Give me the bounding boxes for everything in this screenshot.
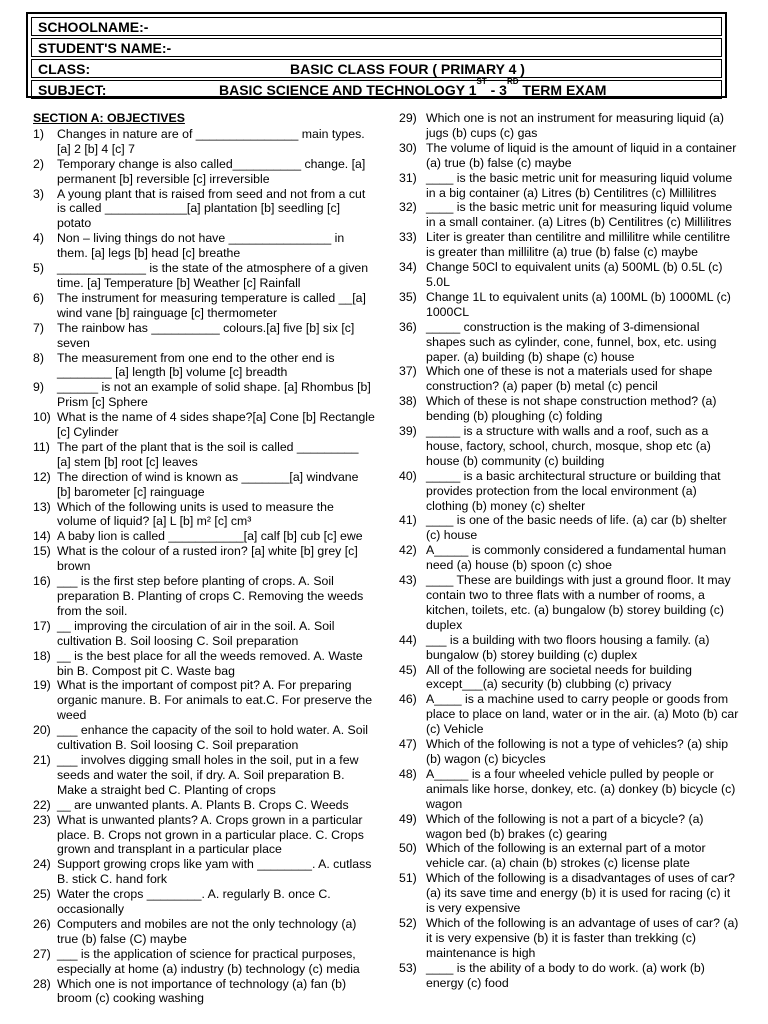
- question-item: [399, 871, 739, 916]
- question-number: 31): [399, 170, 417, 185]
- class-row: [31, 59, 722, 78]
- question-number: 45): [399, 662, 417, 677]
- student-name-row: [31, 38, 722, 57]
- question-item: [399, 692, 739, 737]
- question-text: Which of the following is an external part of a motor vehicle car. (a) chain (b) strokes (c) license plate: [426, 841, 706, 871]
- question-number: 52): [399, 915, 417, 930]
- question-number: 21): [33, 752, 51, 767]
- question-item: [33, 917, 375, 947]
- question-text: Which one of these is not a materials used for shape construction? (a) paper (b) metal (c) pencil: [426, 364, 713, 394]
- question-item: [33, 470, 375, 500]
- question-number: 42): [399, 543, 417, 558]
- question-item: [33, 857, 375, 887]
- question-item: [399, 141, 739, 171]
- question-number: 34): [399, 260, 417, 275]
- question-number: 2): [33, 156, 44, 171]
- question-item: [33, 813, 375, 858]
- question-text: Which one is not an instrument for measuring liquid (a) jugs (b) cups (c) gas: [426, 111, 724, 140]
- question-number: 48): [399, 766, 417, 781]
- question-item: [399, 230, 739, 260]
- question-text: Computers and mobiles are not the only technology (a) true (b) false (C) maybe: [57, 916, 357, 946]
- question-number: 10): [33, 410, 51, 425]
- question-number: 40): [399, 468, 417, 483]
- question-item: [399, 320, 739, 365]
- question-text: ____ is the basic metric unit for measuring liquid volume in a small container. (a) Litres (b) Centilitres (c) Millilitres: [426, 200, 733, 230]
- question-item: [399, 171, 739, 201]
- superscript-st: ST: [476, 77, 487, 86]
- question-text: Non – living things do not have _______________ in them. [a] legs [b] head [c] breathe: [57, 231, 345, 261]
- question-number: 39): [399, 424, 417, 439]
- question-number: 15): [33, 544, 51, 559]
- question-number: 13): [33, 499, 51, 514]
- question-number: 1): [33, 126, 44, 141]
- question-number: 19): [33, 678, 51, 693]
- question-number: 17): [33, 618, 51, 633]
- question-item: [399, 812, 739, 842]
- question-item: [33, 351, 375, 381]
- question-text: A baby lion is called ___________[a] calf [b] cub [c] ewe: [57, 529, 363, 544]
- question-number: 50): [399, 841, 417, 856]
- question-text: A_____ is a four wheeled vehicle pulled by people or animals like horse, donkey, etc. (a) donkey (b) bicycle (c) wagon: [426, 766, 736, 811]
- question-item: [33, 753, 375, 798]
- question-text: A young plant that is raised from seed and not from a cut is called ____________[a] plantation [b] seedling [c] potato: [57, 186, 366, 231]
- question-item: [33, 380, 375, 410]
- question-number: 11): [33, 439, 50, 454]
- question-number: 51): [399, 871, 417, 886]
- question-item: [33, 619, 375, 649]
- question-number: 29): [399, 111, 417, 125]
- question-text: ____ These are buildings with just a ground floor. It may contain two to three flats with a number of rooms, a kitchen, toilets, etc. (a) bungalow (b) storey building (c) duplex: [426, 573, 731, 632]
- subject-row: [31, 77, 722, 99]
- question-text: ______ is not an example of solid shape. [a] Rhombus [b] Prism [c] Sphere: [57, 380, 371, 410]
- question-item: [33, 291, 375, 321]
- question-item: [33, 440, 375, 470]
- question-text: Which of the following is not a part of a bicycle? (a) wagon bed (b) brakes (c) gearing: [426, 811, 704, 841]
- question-item: [399, 916, 739, 961]
- question-number: 25): [33, 887, 51, 902]
- question-item: [399, 663, 739, 693]
- question-text: Support growing crops like yam with ________. A. cutlass B. stick C. hand fork: [57, 857, 372, 887]
- question-number: 4): [33, 231, 44, 246]
- question-text: Which of the following units is used to measure the volume of liquid? [a] L [b] m² [c] cm³: [57, 499, 334, 529]
- question-number: 47): [399, 737, 417, 752]
- question-item: [33, 544, 375, 574]
- question-number: 20): [33, 723, 51, 738]
- question-text: Which of the following is a disadvantages of uses of car? (a) its save time and energy (b) it is used for racing (c) it is very expensive: [426, 871, 735, 916]
- question-item: [399, 543, 739, 573]
- question-text: Which one is not importance of technology (a) fan (b) broom (c) cooking washing: [57, 976, 347, 1006]
- question-text: What is unwanted plants? A. Crops grown in a particular place. B. Crops not grown in a particular place. C. Crops grown and transplant in a particular place: [57, 812, 364, 857]
- question-number: 32): [399, 200, 417, 215]
- question-item: [33, 887, 375, 917]
- question-text: ___ is the first step before planting of crops. A. Soil preparation B. Planting of crops C. Removing the weeds from the soil.: [57, 574, 364, 618]
- question-item: [399, 513, 739, 543]
- question-number: 28): [33, 976, 51, 991]
- question-text: __ is the best place for all the weeds removed. A. Waste bin B. Compost pit C. Waste bag: [57, 648, 363, 678]
- question-text: What is the colour of a rusted iron? [a] white [b] grey [c] brown: [57, 544, 358, 574]
- question-text: A_____ is commonly considered a fundamental human need (a) house (b) spoon (c) shoe: [426, 543, 727, 573]
- question-number: 3): [33, 186, 44, 201]
- question-number: 5): [33, 261, 44, 276]
- question-number: 6): [33, 290, 44, 305]
- question-text: __ are unwanted plants. A. Plants B. Crops C. Weeds: [57, 797, 349, 812]
- question-item: [399, 633, 739, 663]
- question-text: Which of these is not shape construction method? (a) bending (b) ploughing (c) folding: [426, 394, 717, 424]
- question-text: What is the name of 4 sides shape?[a] Cone [b] Rectangle [c] Cylinder: [57, 410, 375, 440]
- question-number: 23): [33, 812, 51, 827]
- question-item: [33, 500, 375, 530]
- question-text: Change 1L to equivalent units (a) 100ML (b) 1000ML (c) 1000CL: [426, 289, 731, 319]
- question-number: 12): [33, 469, 51, 484]
- question-item: [33, 187, 375, 232]
- exam-header-box: [26, 12, 727, 98]
- school-name-label: SCHOOLNAME:-: [38, 19, 149, 35]
- question-number: 41): [399, 513, 417, 528]
- question-number: 37): [399, 364, 417, 379]
- question-text: What is the important of compost pit? A. For preparing organic manure. B. For animals to eat.C. For preserve the weed: [57, 678, 373, 723]
- question-text: ___ is the application of science for practical purposes, especially at home (a) industry (b) technology (c) media: [57, 946, 360, 976]
- question-text: Changes in nature are of _______________ main types. [a] 2 [b] 4 [c] 7: [57, 126, 365, 156]
- question-item: [399, 260, 739, 290]
- question-number: 14): [33, 529, 51, 544]
- question-item: [33, 678, 375, 723]
- question-text: _____________ is the state of the atmosphere of a given time. [a] Temperature [b] Weather [c] Rainfall: [57, 261, 369, 290]
- question-number: 8): [33, 350, 44, 365]
- question-text: The direction of wind is known as _______[a] windvane [b] barometer [c] rainguage: [57, 469, 359, 499]
- question-number: 18): [33, 648, 51, 663]
- question-text: ____ is the basic metric unit for measuring liquid volume in a big container (a) Litres (b) Centilitres (c) Millilitres: [426, 170, 733, 200]
- question-item: [33, 261, 375, 291]
- question-text: Liter is greater than centilitre and millilitre while centilitre is greater than millilitre (a) true (b) false (c) maybe: [426, 230, 731, 260]
- question-number: 43): [399, 573, 417, 588]
- question-text: _____ is a structure with walls and a roof, such as a house, factory, school, church, mosque, shop etc (a) house (b) community (c) building: [426, 424, 711, 468]
- question-number: 49): [399, 811, 417, 826]
- question-text: ___ involves digging small holes in the soil, put in a few seeds and water the soil, if dry. A. Soil preparation B. Make a straight bed C. Planting of crops: [57, 752, 359, 797]
- question-text: A____ is a machine used to carry people or goods from place to place on land, water or in the air. (a) Moto (b) car (c) Vehicle: [426, 692, 739, 737]
- question-text: The part of the plant that is the soil is called _________ [a] stem [b] root [c] leaves: [57, 439, 359, 469]
- question-item: [399, 767, 739, 812]
- section-title: SECTION A: OBJECTIVES: [33, 111, 185, 125]
- school-name-row: [31, 17, 722, 36]
- question-text: ____ is one of the basic needs of life. (a) car (b) shelter (c) house: [426, 513, 727, 543]
- question-text: Temporary change is also called__________ change. [a] permanent [b] reversible [c] irreversible: [57, 156, 366, 186]
- question-number: 46): [399, 692, 417, 707]
- student-name-label: STUDENT'S NAME:-: [38, 40, 172, 56]
- question-item: [33, 649, 375, 679]
- question-number: 27): [33, 946, 51, 961]
- subject-term-exam: TERM EXAM: [518, 82, 607, 98]
- question-number: 33): [399, 230, 417, 245]
- question-item: [399, 469, 739, 514]
- question-number: 30): [399, 140, 417, 155]
- question-text: _____ construction is the making of 3-dimensional shapes such as cylinder, cone, funnel, box, etc. using paper. (a) building (b) shape (c) house: [426, 319, 717, 364]
- question-text: _____ is a basic architectural structure or building that provides protection from the local environment (a) clothing (b) money (c) shelter: [426, 468, 721, 513]
- question-number: 26): [33, 916, 51, 931]
- right-question-column: [399, 111, 739, 990]
- question-text: The instrument for measuring temperature is called __[a] wind vane [b] rainguage [c] thermometer: [57, 290, 366, 320]
- question-text: The rainbow has __________ colours.[a] five [b] six [c] seven: [57, 320, 355, 350]
- question-item: [33, 574, 375, 619]
- question-text: __ improving the circulation of air in the soil. A. Soil cultivation B. Soil loosing C. Soil preparation: [57, 618, 335, 648]
- question-item: [33, 947, 375, 977]
- question-number: 35): [399, 289, 417, 304]
- question-number: 7): [33, 320, 44, 335]
- question-text: ___ is a building with two floors housing a family. (a) bungalow (b) storey building (c) duplex: [426, 632, 710, 662]
- question-item: [33, 157, 375, 187]
- question-number: 38): [399, 394, 417, 409]
- question-text: ____ is the ability of a body to do work. (a) work (b) energy (c) food: [426, 960, 705, 990]
- question-number: 9): [33, 380, 44, 395]
- left-question-column: [33, 111, 375, 1006]
- superscript-rd: RD: [506, 77, 519, 86]
- question-item: [399, 111, 739, 141]
- question-text: The measurement from one end to the other end is ________ [a] length [b] volume [c] breadth: [57, 350, 335, 380]
- question-item: [399, 394, 739, 424]
- question-item: [399, 424, 739, 469]
- question-item: [399, 573, 739, 633]
- subject-value: [219, 77, 607, 99]
- question-text: Which of the following is an advantage of uses of car? (a) it is very expensive (b) it is faster than trekking (c) maintenance is high: [426, 915, 739, 960]
- question-item: [399, 961, 739, 991]
- question-number: 36): [399, 319, 417, 334]
- question-number: 53): [399, 960, 417, 975]
- question-number: 22): [33, 797, 51, 812]
- question-item: [399, 841, 739, 871]
- question-item: [33, 798, 375, 813]
- question-item: [33, 127, 375, 157]
- question-text: ___ enhance the capacity of the soil to hold water. A. Soil cultivation B. Soil loosing C. Soil preparation: [57, 723, 369, 753]
- class-value: BASIC CLASS FOUR ( PRIMARY 4 ): [290, 61, 525, 77]
- question-item: [399, 364, 739, 394]
- subject-title: BASIC SCIENCE AND TECHNOLOGY 1: [219, 82, 477, 98]
- question-number: 24): [33, 857, 51, 872]
- question-item: [399, 200, 739, 230]
- question-item: [33, 529, 375, 544]
- question-item: [33, 723, 375, 753]
- question-item: [399, 290, 739, 320]
- question-text: Which of the following is not a type of vehicles? (a) ship (b) wagon (c) bicycles: [426, 737, 729, 766]
- question-text: Change 50Cl to equivalent units (a) 500ML (b) 0.5L (c) 5.0L: [426, 260, 723, 289]
- question-text: Water the crops ________. A. regularly B. once C. occasionally: [57, 887, 331, 917]
- class-label: CLASS:: [38, 61, 91, 77]
- question-item: [399, 737, 739, 767]
- question-item: [33, 977, 375, 1007]
- question-item: [33, 410, 375, 440]
- question-item: [33, 321, 375, 351]
- question-number: 16): [33, 574, 51, 589]
- question-item: [33, 231, 375, 261]
- subject-term-range: - 3: [486, 82, 507, 98]
- subject-label: SUBJECT:: [38, 82, 107, 98]
- question-text: All of the following are societal needs for building except___(a) security (b) clubbing (c) privacy: [426, 662, 692, 692]
- question-number: 44): [399, 632, 417, 647]
- question-text: The volume of liquid is the amount of liquid in a container (a) true (b) false (c) maybe: [426, 140, 737, 170]
